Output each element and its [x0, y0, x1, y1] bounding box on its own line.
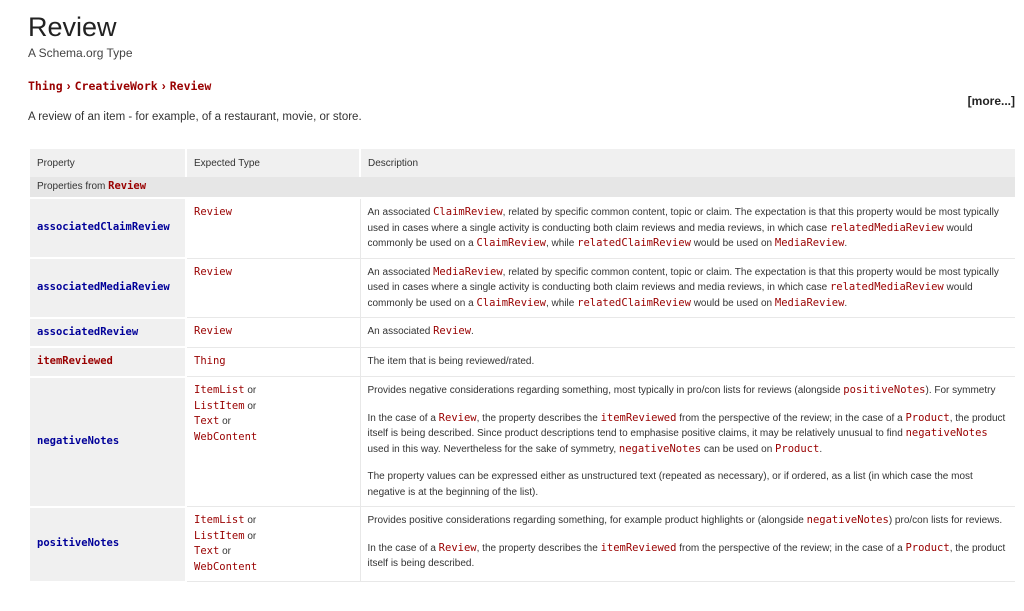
page-title: Review: [28, 12, 117, 42]
description-text: An associated: [367, 326, 434, 337]
or-label: or: [247, 385, 257, 396]
expected-type-link[interactable]: Text: [194, 545, 220, 557]
inline-type-link[interactable]: MediaReview: [774, 296, 845, 309]
property-link[interactable]: associatedReview: [37, 325, 139, 338]
description-paragraph: [368, 383, 1009, 399]
property-cell: [30, 377, 186, 507]
inline-type-link[interactable]: Product: [905, 411, 950, 424]
expected-type-link[interactable]: Review: [194, 325, 232, 337]
description-cell: [360, 377, 1016, 507]
description-paragraph: [368, 354, 1009, 370]
table-row: [30, 347, 1016, 377]
description-text: , the property describes the: [476, 412, 601, 424]
description-text: used in this way. Nevertheless for the sake of symmetry,: [367, 443, 619, 455]
description-text: , while: [546, 238, 578, 249]
or-label: or: [222, 546, 231, 557]
description-text: In the case of a: [367, 542, 439, 554]
inline-type-link[interactable]: ClaimReview: [476, 237, 546, 249]
expected-type-link[interactable]: Review: [194, 206, 232, 218]
description-text: from the perspective of the review; in the case of a: [676, 542, 906, 554]
expected-type-line: [194, 324, 353, 340]
expected-type-cell: [186, 347, 360, 377]
inline-type-link[interactable]: itemReviewed: [600, 411, 677, 424]
expected-type-line: [194, 544, 353, 560]
table-row: [30, 258, 1016, 318]
description-text: , related by specific common content, topic or claim. The expectation is that this property would be most typically used in cases where a single activity is conducting both claim reviews and media reviews, in which case: [367, 266, 999, 293]
description-text: In the case of a: [367, 412, 439, 424]
table-row: [30, 377, 1016, 507]
description-paragraph: [368, 411, 1009, 458]
expected-type-link[interactable]: WebContent: [194, 560, 258, 573]
expected-type-link[interactable]: WebContent: [194, 430, 258, 443]
breadcrumb-link-thing[interactable]: Thing: [28, 79, 63, 93]
group-row: [30, 177, 1016, 198]
expected-type-cell: [186, 377, 360, 507]
description-text: .: [844, 238, 848, 249]
header-description: Description: [360, 149, 1016, 177]
description-text: would be used on: [690, 238, 775, 249]
expected-type-cell: [186, 258, 360, 318]
description-paragraph: [368, 513, 1009, 529]
inline-type-link[interactable]: Review: [438, 541, 477, 554]
description-paragraph: [368, 205, 1009, 252]
description-cell: [360, 258, 1016, 318]
breadcrumb-separator: ›: [161, 79, 166, 93]
expected-type-link[interactable]: Review: [194, 265, 232, 278]
more-link[interactable]: [more...]: [967, 94, 1015, 108]
property-cell: [30, 347, 186, 377]
inline-type-link[interactable]: MediaReview: [774, 237, 845, 249]
property-cell: [30, 507, 186, 582]
inline-type-link[interactable]: relatedClaimReview: [577, 237, 691, 249]
inline-type-link[interactable]: relatedClaimReview: [577, 296, 691, 309]
expected-type-cell: [186, 318, 360, 348]
inline-type-link[interactable]: itemReviewed: [600, 541, 677, 554]
header-expected-type: Expected Type: [186, 149, 360, 177]
inline-type-link[interactable]: relatedMediaReview: [829, 221, 944, 234]
description-paragraph: [368, 469, 1009, 500]
description-text: , the property describes the: [476, 542, 601, 554]
description-text: from the perspective of the review; in the case of a: [676, 412, 906, 424]
inline-type-link[interactable]: positiveNotes: [843, 384, 926, 396]
group-prefix: Properties from: [37, 181, 109, 193]
description-paragraph: [368, 541, 1009, 572]
or-label: or: [247, 530, 257, 542]
expected-type-link[interactable]: Thing: [194, 354, 226, 367]
property-link[interactable]: negativeNotes: [37, 434, 120, 447]
description-cell: [360, 318, 1016, 348]
property-link[interactable]: positiveNotes: [37, 537, 120, 550]
expected-type-line: [194, 383, 353, 399]
expected-type-line: [194, 205, 353, 221]
property-cell: [30, 318, 186, 348]
inline-type-link[interactable]: Review: [438, 411, 477, 424]
or-label: or: [247, 400, 257, 412]
description-text: would be used on: [690, 297, 775, 309]
description-text: can be used on: [701, 443, 776, 455]
description-text: Provides positive considerations regarding something, for example product highlights or (alongside: [367, 515, 807, 526]
expected-type-link[interactable]: ItemList: [194, 384, 245, 396]
description-paragraph: [368, 324, 1009, 340]
or-label: or: [247, 515, 257, 526]
table-header-row: [30, 149, 1016, 177]
description-text: ) pro/con lists for reviews.: [888, 515, 1003, 526]
description-text: .: [471, 326, 474, 337]
property-cell: [30, 198, 186, 258]
description-text: .: [819, 443, 823, 455]
description-text: An associated: [367, 207, 434, 218]
expected-type-link[interactable]: ItemList: [194, 514, 245, 526]
description-text: , related by specific common content, topic or claim. The expectation is that this property would be most typically used in cases where a single activity is conducting both claim reviews and media reviews, in which case: [367, 207, 999, 234]
description-cell: [360, 198, 1016, 258]
group-label: [30, 177, 1016, 198]
inline-type-link[interactable]: Product: [775, 442, 820, 455]
inline-type-link[interactable]: negativeNotes: [806, 514, 889, 526]
expected-type-line: [194, 265, 353, 281]
breadcrumb-link-creativework[interactable]: CreativeWork: [74, 79, 158, 93]
expected-type-line: [194, 414, 353, 430]
property-cell: [30, 258, 186, 318]
type-description: A review of an item - for example, of a restaurant, movie, or store.: [28, 111, 362, 123]
group-type-link[interactable]: Review: [108, 180, 147, 193]
inline-type-link[interactable]: ClaimReview: [433, 206, 503, 218]
expected-type-line: [194, 399, 353, 415]
inline-type-link[interactable]: MediaReview: [433, 265, 503, 278]
description-paragraph: [368, 265, 1009, 312]
description-cell: [360, 507, 1016, 582]
page-subtitle: A Schema.org Type: [28, 46, 133, 60]
description-text: .: [844, 297, 848, 309]
breadcrumb-separator: ›: [66, 79, 71, 93]
inline-type-link[interactable]: Review: [433, 325, 472, 337]
description-text: Provides negative considerations regarding something, most typically in pro/con lists for reviews (alongside: [367, 385, 844, 396]
inline-type-link[interactable]: ClaimReview: [476, 296, 546, 309]
description-text: would commonly be used on a: [367, 282, 973, 309]
expected-type-cell: [186, 507, 360, 582]
expected-type-link[interactable]: ListItem: [194, 529, 245, 542]
properties-table: [30, 149, 1017, 583]
description-text: The item that is being reviewed/rated.: [367, 355, 535, 367]
property-link[interactable]: itemReviewed: [37, 355, 113, 367]
property-link[interactable]: associatedClaimReview: [37, 221, 170, 234]
expected-type-line: [194, 529, 353, 545]
expected-type-cell: [186, 198, 360, 258]
property-link[interactable]: associatedMediaReview: [37, 281, 170, 293]
description-text: The property values can be expressed either as unstructured text (repeated as necessary), or if ordered, as a list (in which case the most negative is at the beginning of the list).: [367, 471, 973, 498]
breadcrumb-link-review[interactable]: Review: [169, 79, 212, 93]
description-text: , the product itself is being described.: [367, 542, 1006, 569]
breadcrumb: [28, 79, 211, 93]
inline-type-link[interactable]: relatedMediaReview: [829, 281, 944, 293]
expected-type-line: [194, 430, 353, 446]
inline-type-link[interactable]: negativeNotes: [905, 427, 988, 439]
or-label: or: [222, 416, 231, 427]
expected-type-line: [194, 513, 353, 529]
table-row: [30, 318, 1016, 348]
expected-type-line: [194, 560, 353, 576]
description-text: , the product itself is being described. Since product descriptions tend to emphasise positive claims, it may be relatively unusual to find: [367, 412, 1006, 439]
description-text: would commonly be used on a: [367, 222, 973, 249]
table-row: [30, 507, 1016, 582]
inline-type-link[interactable]: negativeNotes: [618, 442, 702, 455]
description-text: , while: [546, 297, 578, 309]
expected-type-link[interactable]: Text: [194, 415, 220, 427]
expected-type-link[interactable]: ListItem: [194, 399, 245, 412]
header-property: Property: [30, 149, 186, 177]
description-text: An associated: [367, 266, 434, 278]
description-text: ). For symmetry: [925, 385, 996, 396]
table-row: [30, 198, 1016, 258]
expected-type-line: [194, 354, 353, 370]
description-cell: [360, 347, 1016, 377]
inline-type-link[interactable]: Product: [905, 541, 950, 554]
